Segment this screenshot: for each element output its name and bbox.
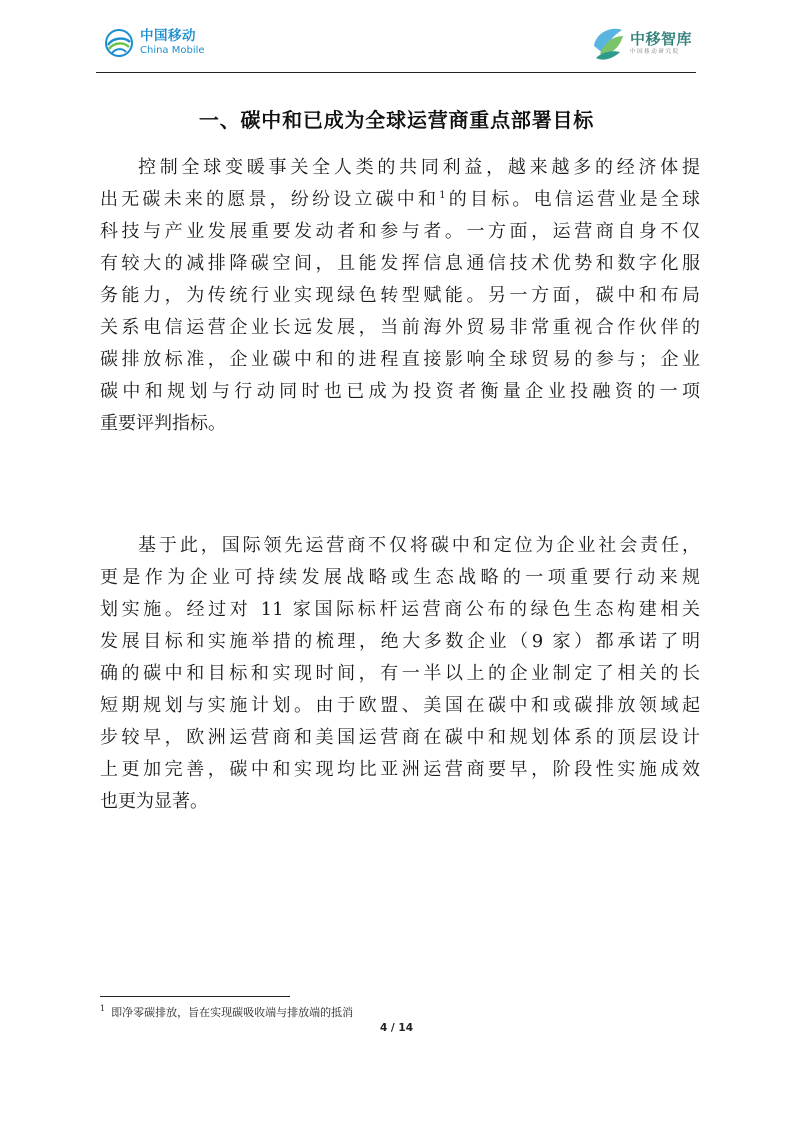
think-tank-leaf-icon xyxy=(590,24,626,64)
text-segment: 的目标。电信运营业是全球 xyxy=(445,189,701,210)
page-header xyxy=(96,22,696,72)
china-mobile-en: China Mobile xyxy=(140,44,205,56)
text-line: 科技与产业发展重要发动者和参与者。一方面，运营商自身不仅 xyxy=(100,221,700,242)
china-mobile-cn: 中国移动 xyxy=(140,28,196,45)
text-line: 步较早，欧洲运营商和美国运营商在碳中和规划体系的顶层设计 xyxy=(100,727,700,748)
text-line: 基于此，国际领先运营商不仅将碳中和定位为企业社会责任， xyxy=(138,535,700,556)
text-line: 短期规划与实施计划。由于欧盟、美国在碳中和或碳排放领域起 xyxy=(100,695,700,716)
text-line: 重要评判指标。 xyxy=(100,413,226,434)
text-line: 发展目标和实施举措的梳理，绝大多数企业（9 家）都承诺了明 xyxy=(100,631,700,652)
china-mobile-swirl-icon xyxy=(104,28,134,58)
footnote-ref[interactable]: 1 xyxy=(439,190,446,201)
text-line: 划实施。经过对 11 家国际标杆运营商公布的绿色生态构建相关 xyxy=(100,599,700,620)
think-tank-sub: 中国移动研究院 xyxy=(629,49,680,56)
page-number: 4 / 14 xyxy=(379,1022,414,1034)
footnote-text: 即净零碳排放，旨在实现碳吸收端与排放端的抵消 xyxy=(111,1006,354,1019)
header-divider xyxy=(96,72,696,73)
text-line: 碳中和规划与行动同时也已成为投资者衡量企业投融资的一项 xyxy=(100,381,700,402)
text-line: 务能力，为传统行业实现绿色转型赋能。另一方面，碳中和布局 xyxy=(100,285,700,306)
text-line: 确的碳中和目标和实现时间，有一半以上的企业制定了相关的长 xyxy=(100,663,700,684)
text-segment: 出无碳未来的愿景，纷纷设立碳中和 xyxy=(100,189,440,210)
paragraph-1 xyxy=(100,152,700,440)
text-line: 关系电信运营企业长远发展，当前海外贸易非常重视合作伙伴的 xyxy=(100,317,700,338)
footnote-mark: 1 xyxy=(100,1004,106,1014)
text-line: 上更加完善，碳中和实现均比亚洲运营商要早，阶段性实施成效 xyxy=(100,759,700,780)
china-mobile-logo xyxy=(104,28,205,58)
paragraph-2 xyxy=(100,530,700,818)
text-line: 有较大的减排降碳空间，且能发挥信息通信技术优势和数字化服 xyxy=(100,253,700,274)
footnote-divider xyxy=(100,996,290,997)
text-line: 也更为显著。 xyxy=(100,791,208,812)
text-line: 碳排放标准，企业碳中和的进程直接影响全球贸易的参与；企业 xyxy=(100,349,700,370)
text-line xyxy=(100,184,700,216)
text-line: 更是作为企业可持续发展战略或生态战略的一项重要行动来规 xyxy=(100,567,700,588)
footnote xyxy=(100,1004,353,1020)
think-tank-logo xyxy=(590,24,692,64)
text-line: 控制全球变暖事关全人类的共同利益，越来越多的经济体提 xyxy=(138,157,700,178)
section-title: 一、碳中和已成为全球运营商重点部署目标 xyxy=(198,108,595,132)
think-tank-cn: 中移智库 xyxy=(629,30,692,49)
